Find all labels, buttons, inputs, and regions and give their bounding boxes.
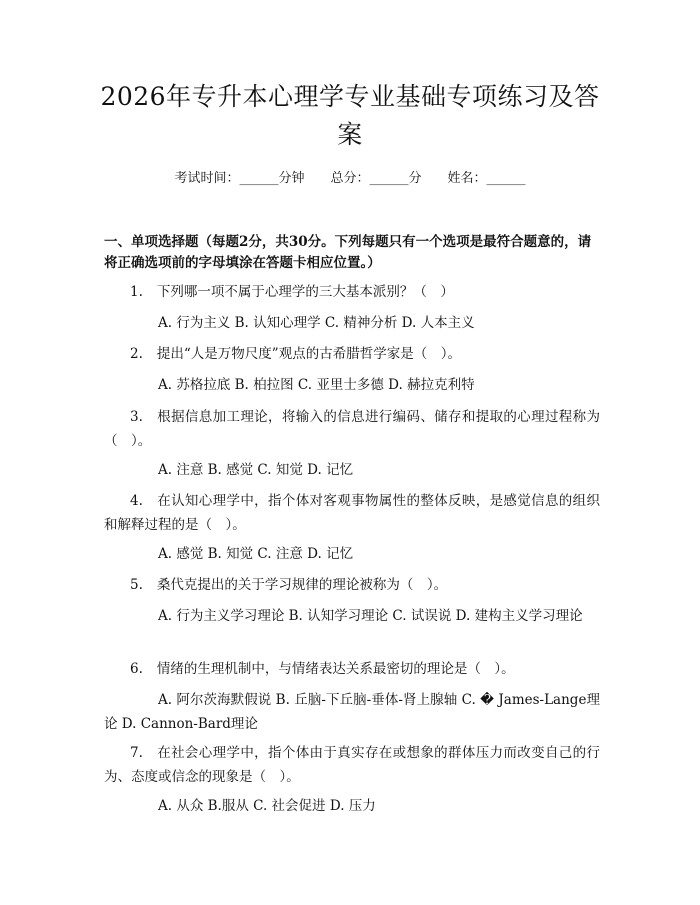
question-number: 4. bbox=[130, 493, 143, 509]
question-1 bbox=[104, 280, 600, 304]
section-heading: 一、单项选择题（每题2分，共30分。下列每题只有一个选项是最符合题意的，请将正确选项前的字母填涂在答题卡相应位置。） bbox=[104, 234, 592, 271]
question-7-options: A. 从众 B.服从 C. 社会促进 D. 压力 bbox=[158, 798, 376, 814]
question-number: 3. bbox=[130, 409, 143, 425]
question-text: 在社会心理学中，指个体由于真实存在或想象的群体压力而改变自己的行为、态度或信念的现象是（ ）。 bbox=[104, 745, 600, 785]
question-text: 在认知心理学中，指个体对客观事物属性的整体反映，是感觉信息的组织和解释过程的是（ ）。 bbox=[104, 493, 600, 533]
question-1-options: A. 行为主义 B. 认知心理学 C. 精神分析 D. 人本主义 bbox=[158, 315, 475, 331]
question-text: 提出“人是万物尺度”观点的古希腊哲学家是（ ）。 bbox=[156, 346, 461, 362]
question-number: 1. bbox=[130, 284, 143, 300]
question-5 bbox=[104, 573, 600, 597]
student-name-label: 姓名：______ bbox=[447, 171, 526, 186]
question-2 bbox=[104, 342, 600, 366]
question-4-options: A. 感觉 B. 知觉 C. 注意 D. 记忆 bbox=[158, 546, 354, 562]
question-6-options: A. 阿尔茨海默假说 B. 丘脑-下丘脑-垂体-肾上腺轴 C. � James-Lange理论 D. Cannon-Bard理论 bbox=[104, 692, 600, 732]
question-text: 根据信息加工理论，将输入的信息进行编码、储存和提取的心理过程称为（ ）。 bbox=[104, 409, 600, 449]
exam-time-label: 考试时间：______分钟 bbox=[174, 171, 305, 186]
question-2-options: A. 苏格拉底 B. 柏拉图 C. 亚里士多德 D. 赫拉克利特 bbox=[158, 377, 475, 393]
question-6 bbox=[104, 657, 600, 681]
question-7 bbox=[104, 741, 600, 789]
question-text: 下列哪一项不属于心理学的三大基本派别？（ ） bbox=[156, 284, 454, 300]
question-number: 2. bbox=[130, 346, 143, 362]
document-title: 2026年专升本心理学专业基础专项练习及答案 bbox=[100, 82, 600, 149]
question-4 bbox=[104, 489, 600, 537]
question-text: 桑代克提出的关于学习规律的理论被称为（ ）。 bbox=[156, 577, 448, 593]
question-number: 5. bbox=[130, 577, 143, 593]
question-3-options: A. 注意 B. 感觉 C. 知觉 D. 记忆 bbox=[158, 462, 354, 478]
question-3 bbox=[104, 405, 600, 453]
question-number: 7. bbox=[130, 745, 143, 761]
question-text: 情绪的生理机制中，与情绪表达关系最密切的理论是（ ）。 bbox=[156, 661, 515, 677]
total-score-label: 总分：______分 bbox=[330, 171, 422, 186]
question-number: 6. bbox=[130, 661, 143, 677]
exam-info bbox=[0, 170, 700, 188]
question-5-options: A. 行为主义学习理论 B. 认知学习理论 C. 试误说 D. 建构主义学习理论 bbox=[158, 608, 583, 624]
